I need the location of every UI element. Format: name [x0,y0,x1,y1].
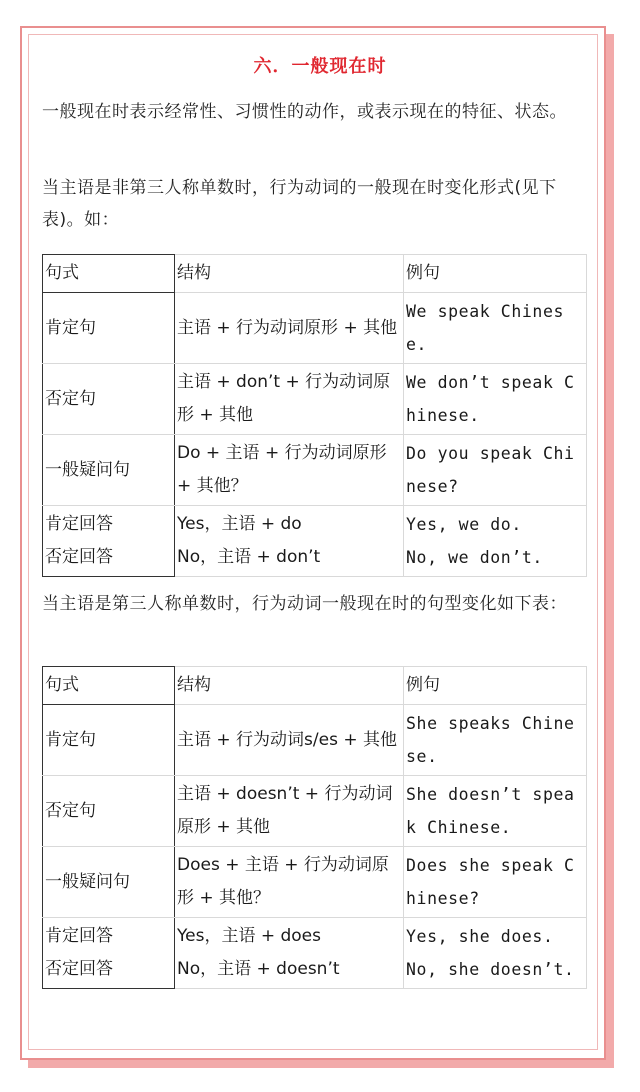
structure-cell-text: 主语 + don’t + 行为动词原形 + 其他 [177,372,391,425]
intro-paragraph: 一般现在时表示经常性、习惯性的动作，或表示现在的特征、状态。 [42,102,567,122]
example-cell [404,506,587,577]
example-cell-text: She doesn’t speak Chinese. [406,785,575,837]
page-title: 六．一般现在时 [253,56,387,77]
structure-cell-text: Does + 主语 + 行为动词原形 + 其他？ [177,855,389,908]
grammar-table-third-person [42,666,587,989]
structure-cell-text: Yes，主语 + does [177,926,322,946]
structure-cell-text: 主语 + 行为动词s/es + 其他 [177,729,398,750]
sentence-type-cell [43,705,175,776]
structure-cell-text: 主语 + 行为动词原形 + 其他 [177,317,398,338]
example-cell-text: No, she doesn’t. [406,960,575,979]
table-row [43,847,587,918]
sentence-type-cell-text: 否定回答 [45,547,113,567]
table-header-cell: 例句 [404,255,587,293]
example-cell [404,293,587,364]
example-cell-text: We speak Chinese. [406,302,565,354]
table-header-cell: 句式 [43,255,175,293]
structure-cell [175,705,404,776]
structure-cell [175,435,404,506]
section1-lead: 当主语是非第三人称单数时，行为动词的一般现在时变化形式(见下表)。如： [42,178,557,230]
structure-cell [175,364,404,435]
example-cell-text: Does she speak Chinese? [406,856,575,908]
table-header-cell: 句式 [43,667,175,705]
example-cell [404,435,587,506]
structure-cell [175,918,404,989]
table-header-cell: 结构 [175,255,404,293]
table-header-row [43,255,587,293]
sentence-type-cell [43,293,175,364]
example-cell-text: No, we don’t. [406,548,543,567]
table-row [43,918,587,989]
grammar-table-non-third-person [42,254,587,577]
table-header-cell: 结构 [175,667,404,705]
table-header-cell: 例句 [404,667,587,705]
sentence-type-cell [43,918,175,989]
example-cell-text: Do you speak Chinese? [406,444,575,496]
table-header-row [43,667,587,705]
sentence-type-cell [43,364,175,435]
structure-cell [175,776,404,847]
table-row [43,364,587,435]
sentence-type-cell [43,847,175,918]
example-cell-text: We don’t speak Chinese. [406,373,575,425]
sentence-type-cell-text: 否定回答 [45,959,113,979]
structure-cell [175,847,404,918]
sentence-type-cell-text: 肯定回答 [45,514,113,534]
structure-cell-text: Do + 主语 + 行为动词原形 + 其他？ [177,443,387,496]
sentence-type-cell-text: 一般疑问句 [45,871,130,892]
sentence-type-cell [43,776,175,847]
sentence-type-cell-text: 肯定句 [45,317,96,338]
sentence-type-cell-text: 否定句 [45,800,96,821]
structure-cell-text: Yes，主语 + do [177,514,302,534]
structure-cell [175,506,404,577]
structure-cell [175,293,404,364]
example-cell [404,918,587,989]
sentence-type-cell-text: 一般疑问句 [45,459,130,480]
example-cell-text: Yes, she does. [406,927,554,946]
sentence-type-cell [43,435,175,506]
table-row [43,705,587,776]
example-cell [404,364,587,435]
table-row [43,506,587,577]
structure-cell-text: No，主语 + doesn’t [177,959,340,979]
sentence-type-cell-text: 肯定句 [45,729,96,750]
sentence-type-cell-text: 肯定回答 [45,926,113,946]
section2-lead: 当主语是第三人称单数时，行为动词一般现在时的句型变化如下表： [42,594,567,614]
structure-cell-text: 主语 + doesn’t + 行为动词原形 + 其他 [177,784,393,837]
example-cell [404,776,587,847]
table-row [43,776,587,847]
table-row [43,435,587,506]
example-cell-text: She speaks Chinese. [406,714,575,766]
example-cell [404,847,587,918]
sentence-type-cell [43,506,175,577]
example-cell [404,705,587,776]
example-cell-text: Yes, we do. [406,515,522,534]
table-row [43,293,587,364]
structure-cell-text: No，主语 + don’t [177,547,321,567]
sentence-type-cell-text: 否定句 [45,388,96,409]
